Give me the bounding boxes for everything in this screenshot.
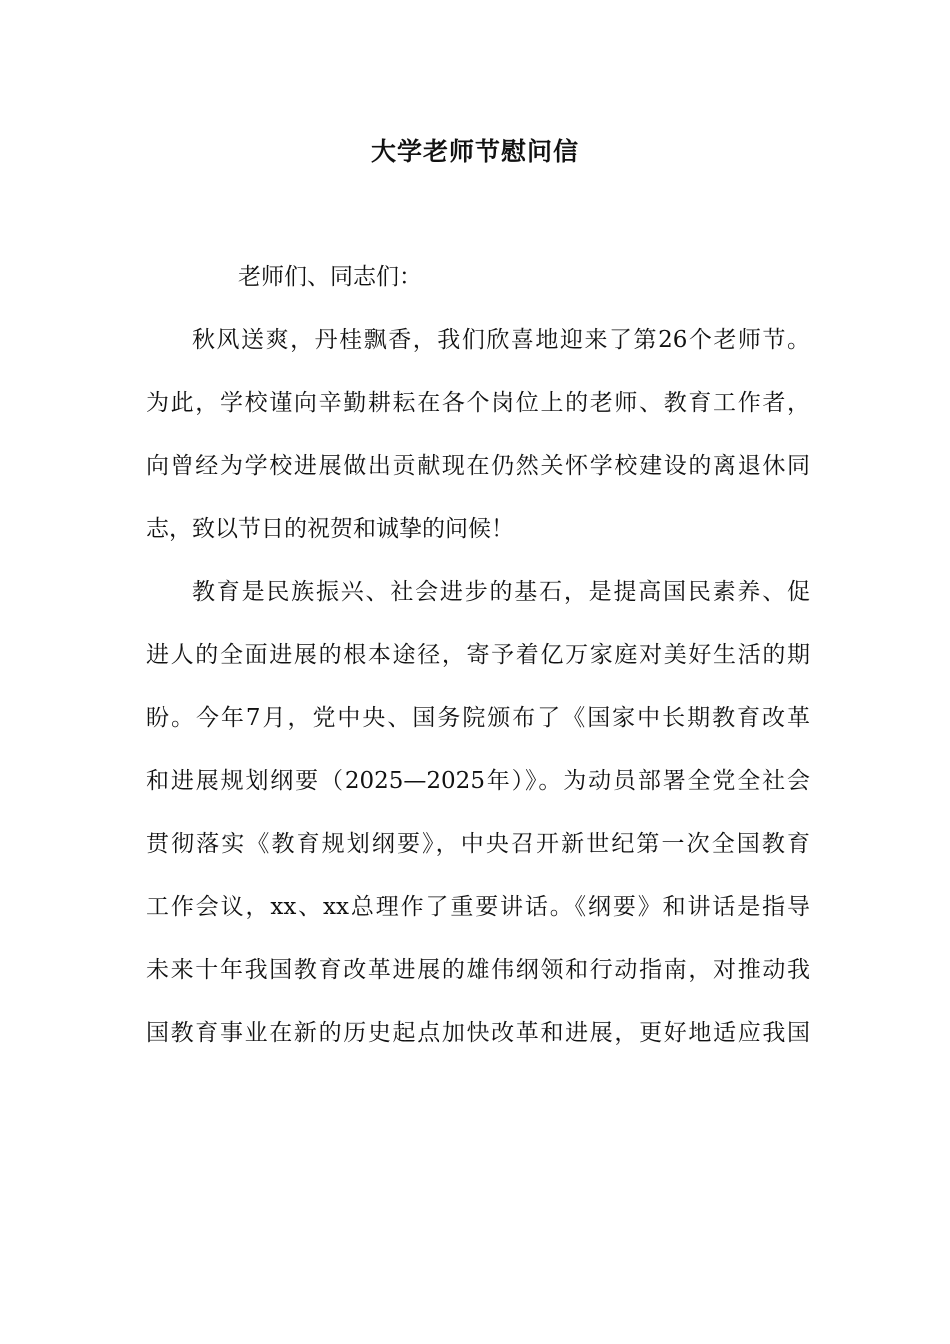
letter-title: 大学老师节慰问信 [370, 137, 579, 166]
paragraph-line: 未来十年我国教育改革进展的雄伟纲领和行动指南，对推动我 [146, 957, 810, 983]
paragraph-line: 和进展规划纲要（2025—2025年）》。为动员部署全党全社会 [146, 768, 810, 794]
paragraph-line: 秋风送爽，丹桂飘香，我们欣喜地迎来了第26个老师节。 [192, 327, 810, 353]
salutation [146, 256, 810, 319]
paragraph-line: 教育是民族振兴、社会进步的基石，是提高国民素养、促 [192, 579, 810, 605]
paragraph-1 [146, 319, 810, 571]
paragraph-line: 工作会议，xx、xx总理作了重要讲话。《纲要》和讲话是指导 [146, 894, 810, 920]
paragraph-line: 国教育事业在新的历史起点加快改革和进展，更好地适应我国 [146, 1020, 810, 1046]
letter-body [146, 256, 810, 1075]
paragraph-line: 进人的全面进展的根本途径，寄予着亿万家庭对美好生活的期 [146, 642, 810, 668]
paragraph-line: 为此，学校谨向辛勤耕耘在各个岗位上的老师、教育工作者， [146, 390, 810, 416]
salutation-line: 老师们、同志们： [238, 264, 422, 290]
paragraph-2 [146, 571, 810, 1075]
paragraph-line: 向曾经为学校进展做出贡献现在仍然关怀学校建设的离退休同 [146, 453, 810, 479]
paragraph-line: 贯彻落实《教育规划纲要》，中央召开新世纪第一次全国教育 [146, 831, 810, 857]
paragraph-line: 盼。今年7月，党中央、国务院颁布了《国家中长期教育改革 [146, 705, 810, 731]
paragraph-line: 志，致以节日的祝贺和诚挚的问候！ [146, 516, 514, 542]
